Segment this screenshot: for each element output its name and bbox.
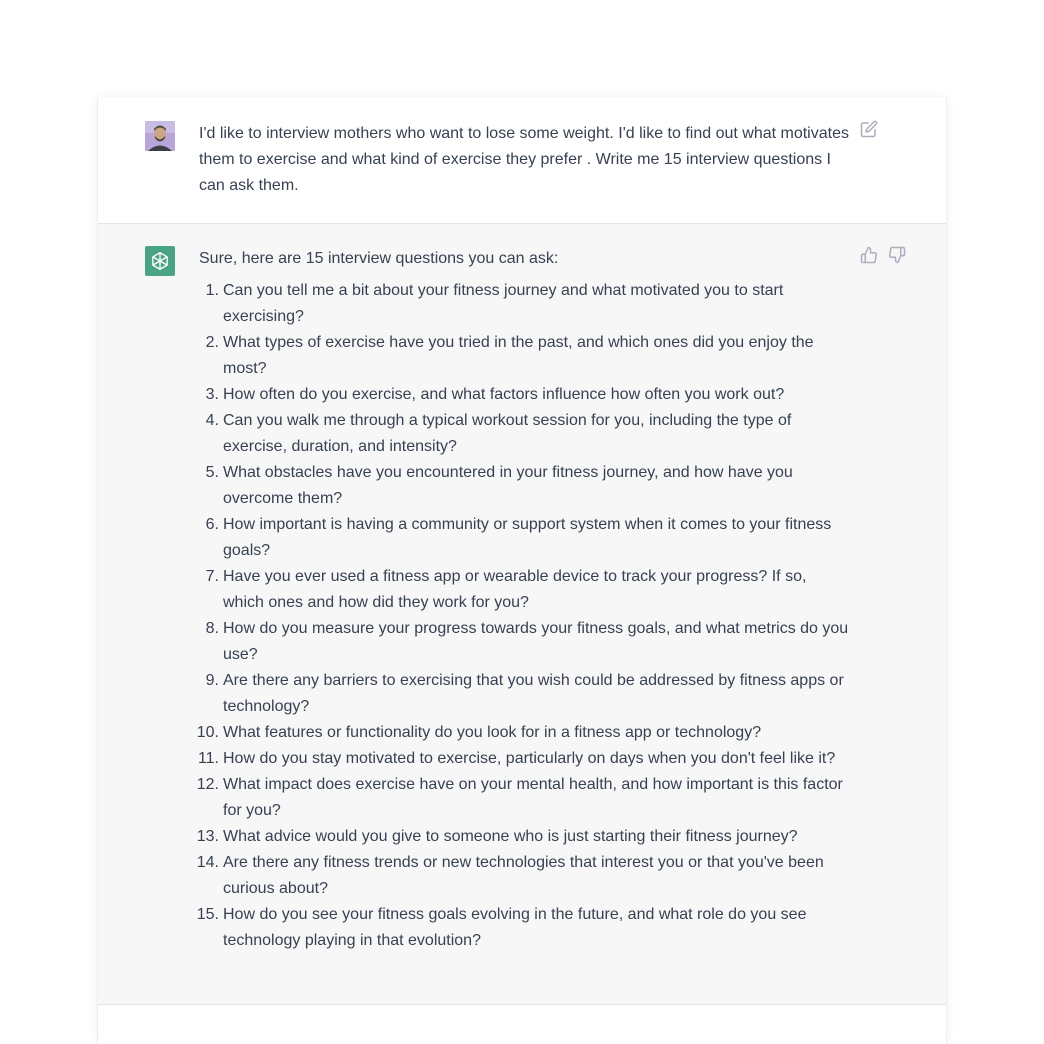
list-number: 10. (196, 724, 219, 741)
list-item-text: What impact does exercise have on your mental health, and how important is this factor for you? (223, 776, 843, 819)
list-item (199, 668, 849, 720)
assistant-message-body (196, 246, 849, 954)
openai-logo-icon (149, 250, 171, 272)
list-number: 5. (205, 464, 219, 481)
user-message (98, 97, 946, 224)
list-number: 14. (196, 854, 219, 871)
list-item-text: How important is having a community or support system when it comes to your fitness goals? (223, 516, 832, 559)
edit-icon[interactable] (860, 120, 878, 138)
list-number: 1. (205, 282, 219, 299)
list-number: 2. (205, 334, 219, 351)
list-number: 15. (196, 906, 219, 923)
list-item-text: Are there any fitness trends or new technologies that interest you or that you've been curious about? (223, 854, 824, 897)
feedback-actions (860, 246, 906, 264)
list-number: 3. (205, 386, 219, 403)
user-message-text: I'd like to interview mothers who want to lose some weight. I'd like to find out what motivates them to exercise and what kind of exercise they prefer . Write me 15 interview questions I can ask them. (199, 125, 849, 194)
list-item-text: How do you measure your progress towards your fitness goals, and what metrics do you use? (223, 620, 849, 663)
list-number: 8. (205, 620, 219, 637)
list-number: 7. (205, 568, 219, 585)
list-number: 13. (196, 828, 219, 845)
thumbs-up-icon[interactable] (860, 246, 878, 264)
list-item-text: Can you tell me a bit about your fitness journey and what motivated you to start exercising? (223, 282, 784, 325)
list-item-text: How often do you exercise, and what factors influence how often you work out? (223, 386, 785, 403)
chat-thread (97, 97, 947, 1044)
list-item-text: Have you ever used a fitness app or wearable device to track your progress? If so, which ones and how did they work for you? (223, 568, 807, 611)
list-number: 11. (197, 750, 219, 767)
list-item (199, 278, 849, 330)
list-item (199, 564, 849, 616)
list-item (199, 616, 849, 668)
list-item-text: Can you walk me through a typical workout session for you, including the type of exercise, duration, and intensity? (223, 412, 792, 455)
list-item-text: What types of exercise have you tried in the past, and which ones did you enjoy the most? (223, 334, 814, 377)
list-number: 12. (196, 776, 219, 793)
list-item (199, 512, 849, 564)
thumbs-down-icon[interactable] (888, 246, 906, 264)
list-item-text: How do you stay motivated to exercise, particularly on days when you don't feel like it? (223, 750, 836, 767)
user-avatar (145, 121, 175, 151)
list-item-text: Are there any barriers to exercising that you wish could be addressed by fitness apps or technology? (223, 672, 844, 715)
list-item-text: What obstacles have you encountered in your fitness journey, and how have you overcome them? (223, 464, 793, 507)
list-item-text: How do you see your fitness goals evolving in the future, and what role do you see technology playing in that evolution? (223, 906, 807, 949)
assistant-avatar (145, 246, 175, 276)
list-item-text: What features or functionality do you look for in a fitness app or technology? (223, 724, 762, 741)
list-item (199, 460, 849, 512)
list-item (199, 330, 849, 382)
assistant-intro: Sure, here are 15 interview questions you can ask: (199, 250, 559, 267)
list-item (199, 408, 849, 460)
user-photo-icon (145, 121, 175, 151)
list-item (199, 746, 849, 772)
list-number: 6. (205, 516, 219, 533)
list-item-text: What advice would you give to someone who is just starting their fitness journey? (223, 828, 798, 845)
assistant-message (98, 224, 946, 1005)
list-number: 9. (205, 672, 219, 689)
list-item (196, 850, 849, 902)
list-item (196, 902, 849, 954)
list-item (196, 772, 849, 824)
list-number: 4. (205, 412, 219, 429)
questions-list (196, 278, 849, 954)
list-item (199, 382, 849, 408)
list-item (196, 824, 849, 850)
list-item (196, 720, 849, 746)
